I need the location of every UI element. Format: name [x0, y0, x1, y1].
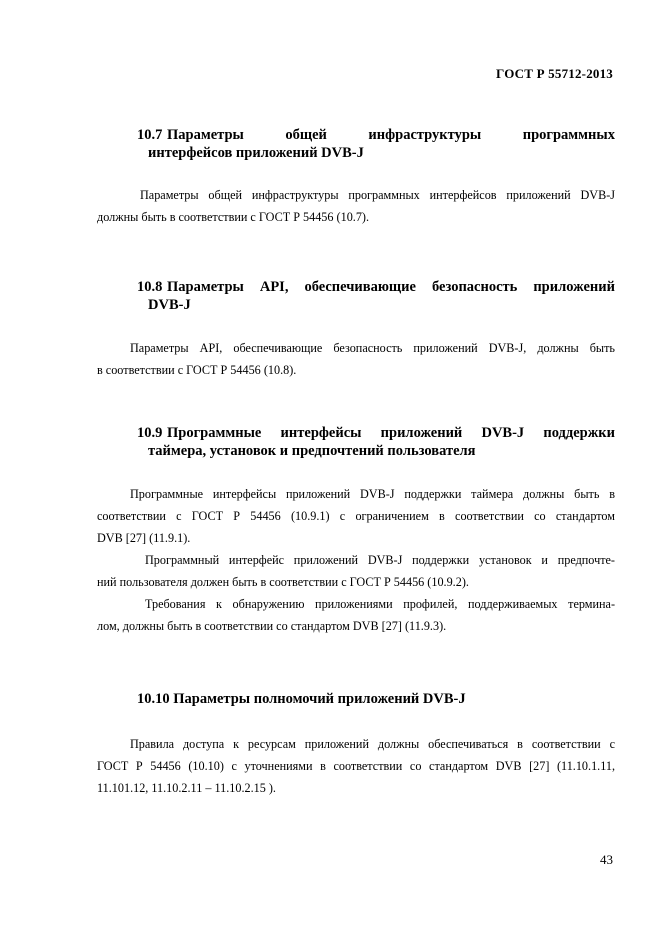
- paragraph-line: ний пользователя должен быть в соответствии с ГОСТ Р 54456 (10.9.2).: [97, 575, 469, 589]
- heading-word: DVB-J: [481, 425, 525, 441]
- section-paragraph-10-7: [97, 184, 615, 228]
- section-heading-10-8: [137, 278, 615, 314]
- paragraph-line: 11.101.12, 11.10.2.11 – 11.10.2.15 ).: [97, 781, 276, 795]
- heading-word: API,: [259, 279, 289, 295]
- paragraph-line: лом, должны быть в соответствии со стандартом DVB [27] (11.9.3).: [97, 619, 447, 633]
- heading-line-2: DVB-J: [148, 297, 191, 313]
- paragraph-line: соответствии с ГОСТ Р 54456 (10.9.1) с ограничением в соответствии со стандартом: [97, 509, 615, 523]
- heading-word: безопасность: [431, 279, 518, 295]
- paragraph-line: Параметры общей инфраструктуры программных интерфейсов приложений DVB-J: [140, 188, 615, 202]
- section-number: 10.8: [137, 279, 163, 295]
- heading-word: приложений: [533, 279, 615, 295]
- section-number: 10.10: [137, 691, 170, 707]
- heading-word: поддержки: [543, 425, 615, 441]
- section-number: 10.7: [137, 127, 163, 143]
- paragraph-line: Программные интерфейсы приложений DVB-J поддержки таймера должны быть в: [130, 487, 615, 501]
- paragraph-line: Требования к обнаружению приложениями профилей, поддерживаемых термина-: [145, 597, 615, 611]
- section-heading-10-7: [137, 126, 615, 162]
- heading-line-2: таймера, установок и предпочтений пользователя: [148, 443, 476, 459]
- section-paragraph-10-10: [97, 733, 615, 799]
- heading-line-2: интерфейсов приложений DVB-J: [148, 145, 364, 161]
- page-number: 43: [600, 852, 613, 867]
- heading-word: Параметры: [167, 279, 244, 295]
- paragraph-line: ГОСТ Р 54456 (10.10) с уточнениями в соответствии со стандартом DVB [27] (11.10.1.11,: [97, 759, 615, 773]
- heading-text: Параметры полномочий приложений DVB-J: [173, 691, 466, 707]
- paragraph-line: Параметры API, обеспечивающие безопасность приложений DVB-J, должны быть: [130, 341, 615, 355]
- paragraph-line: DVB [27] (11.9.1).: [97, 531, 191, 545]
- heading-word: Параметры: [167, 127, 244, 143]
- heading-word: приложений: [380, 425, 463, 441]
- paragraph-line: должны быть в соответствии с ГОСТ Р 54456 (10.7).: [97, 210, 370, 224]
- document-code-header: ГОСТ Р 55712-2013: [496, 66, 613, 81]
- heading-word: Программные: [167, 425, 262, 441]
- section-heading-10-10: [137, 690, 615, 708]
- heading-word: программных: [522, 127, 615, 143]
- heading-word: инфраструктуры: [368, 127, 482, 143]
- section-paragraph-10-9: [97, 483, 615, 637]
- heading-word: общей: [285, 127, 327, 143]
- section-heading-10-9: [137, 424, 615, 460]
- paragraph-line: Правила доступа к ресурсам приложений должны обеспечиваться в соответствии с: [130, 737, 615, 751]
- section-paragraph-10-8: [97, 337, 615, 381]
- paragraph-line: Программный интерфейс приложений DVB-J поддержки установок и предпочте-: [145, 553, 615, 567]
- paragraph-line: в соответствии с ГОСТ Р 54456 (10.8).: [97, 363, 297, 377]
- section-number: 10.9: [137, 425, 163, 441]
- heading-word: обеспечивающие: [304, 279, 416, 295]
- heading-word: интерфейсы: [280, 425, 362, 441]
